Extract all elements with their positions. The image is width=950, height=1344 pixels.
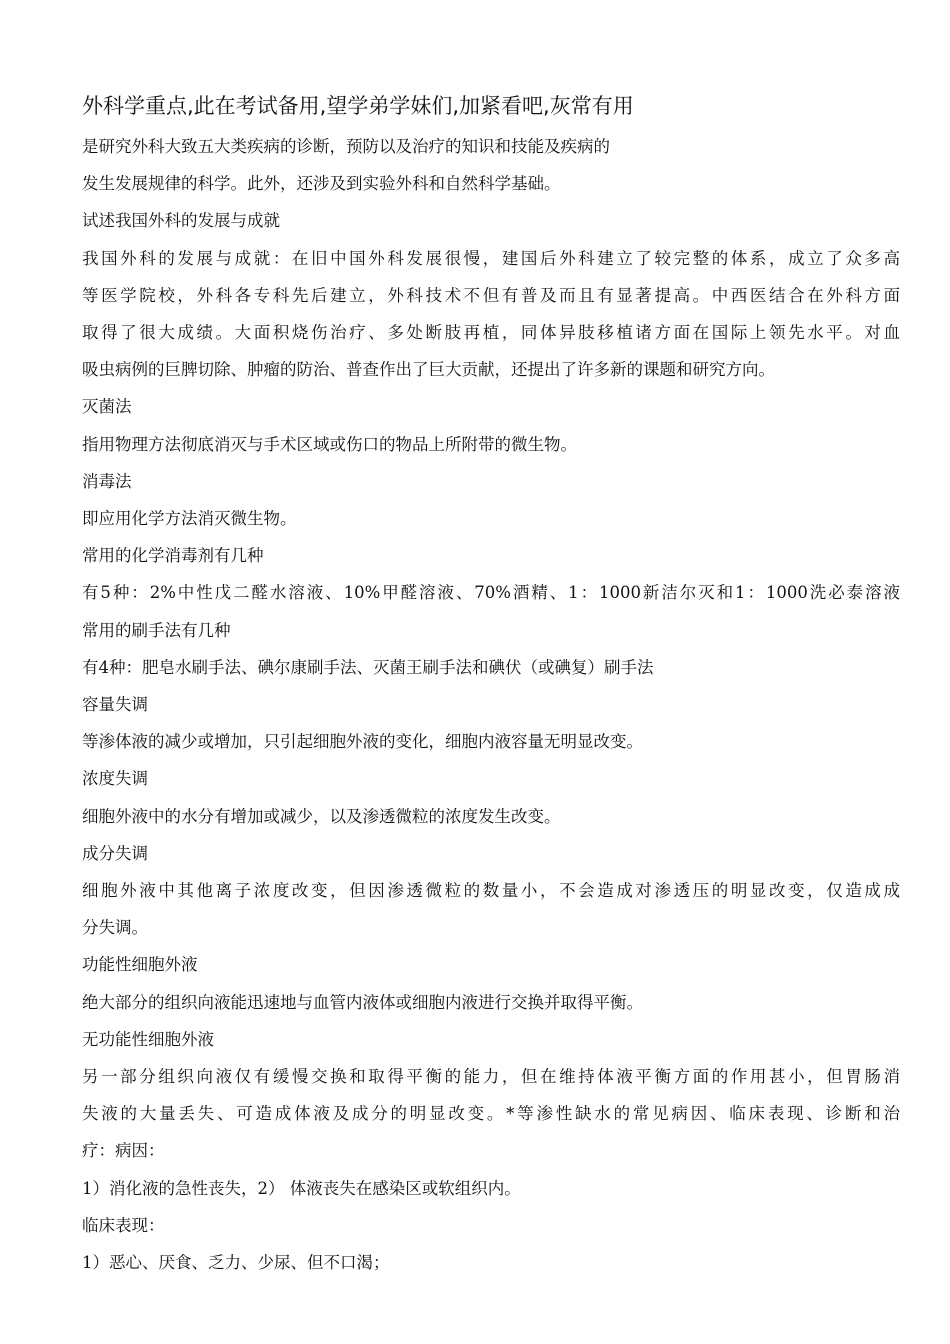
text-line: 无功能性细胞外液 [82, 1029, 214, 1049]
text-line: 临床表现： [82, 1215, 165, 1235]
document-title: 外科学重点,此在考试备用,望学弟学妹们,加紧看吧,灰常有用 [82, 94, 634, 118]
text-line: 分失调。 [82, 918, 148, 938]
text-line: 常用的刷手法有几种 [82, 620, 231, 640]
text-line: 灭菌法 [82, 397, 132, 417]
text-line: 失液的大量丢失、可造成体液及成分的明显改变。*等渗性缺水的常见病因、临床表现、诊断和治 [82, 1104, 900, 1124]
text-line: 发生发展规律的科学。此外，还涉及到实验外科和自然科学基础。 [82, 174, 561, 194]
text-line: 1）消化液的急性丧失，2） 体液丧失在感染区或软组织内。 [82, 1178, 521, 1198]
text-line: 常用的化学消毒剂有几种 [82, 546, 264, 566]
document-page [82, 88, 900, 1281]
text-line: 我国外科的发展与成就：在旧中国外科发展很慢，建国后外科建立了较完整的体系，成立了众多高 [82, 248, 900, 268]
text-line: 等医学院校，外科各专科先后建立，外科技术不但有普及而且有显著提高。中西医结合在外科方面 [82, 285, 900, 305]
text-line: 吸虫病例的巨脾切除、肿瘤的防治、普查作出了巨大贡献，还提出了许多新的课题和研究方向。 [82, 360, 775, 380]
text-line: 是研究外科大致五大类疾病的诊断，预防以及治疗的知识和技能及疾病的 [82, 137, 610, 156]
text-line: 试述我国外科的发展与成就 [82, 211, 280, 231]
text-line: 等渗体液的减少或增加，只引起细胞外液的变化，细胞内液容量无明显改变。 [82, 732, 643, 752]
text-line: 取得了很大成绩。大面积烧伤治疗、多处断肢再植，同体异肢移植诸方面在国际上领先水平。对血 [82, 323, 900, 343]
text-line: 细胞外液中的水分有增加或减少，以及渗透微粒的浓度发生改变。 [82, 806, 561, 826]
text-line: 1）恶心、厌食、乏力、少尿、但不口渴； [82, 1253, 390, 1273]
text-line: 功能性细胞外液 [82, 955, 198, 975]
text-line: 成分失调 [82, 843, 148, 863]
document-body [82, 128, 900, 1281]
text-line: 浓度失调 [82, 769, 148, 789]
text-line: 容量失调 [82, 695, 148, 715]
text-line: 另一部分组织向液仅有缓慢交换和取得平衡的能力，但在维持体液平衡方面的作用甚小，但胃肠消 [82, 1067, 900, 1087]
text-line: 即应用化学方法消灭微生物。 [82, 509, 297, 529]
text-line: 绝大部分的组织向液能迅速地与血管内液体或细胞内液进行交换并取得平衡。 [82, 992, 643, 1012]
text-line: 消毒法 [82, 471, 132, 491]
text-line: 疗：病因： [82, 1141, 165, 1161]
text-line: 有5种：2%中性戊二醛水溶液、10%甲醛溶液、70%酒精、1：1000新洁尔灭和1：1000洗必泰溶液 [82, 583, 900, 603]
text-line: 指用物理方法彻底消灭与手术区域或伤口的物品上所附带的微生物。 [82, 434, 577, 454]
text-line: 细胞外液中其他离子浓度改变，但因渗透微粒的数量小，不会造成对渗透压的明显改变，仅造成成 [82, 881, 900, 901]
text-line: 有4种：肥皂水刷手法、碘尔康刷手法、灭菌王刷手法和碘伏（或碘复）刷手法 [82, 657, 654, 677]
